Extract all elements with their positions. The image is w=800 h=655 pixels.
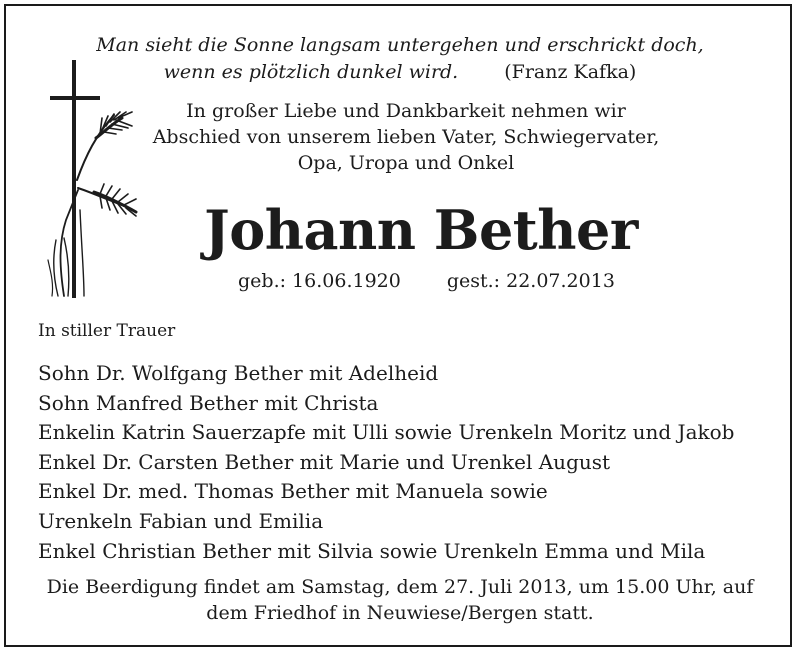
family-line: Urenkeln Fabian und Emilia	[38, 508, 324, 533]
family-line: Sohn Manfred Bether mit Christa	[38, 390, 379, 415]
intro-line-1: In großer Liebe und Dankbarkeit nehmen wir	[186, 100, 626, 122]
family-line: Enkel Christian Bether mit Silvia sowie Urenkeln Emma und Mila	[38, 538, 706, 563]
deceased-name: Johann Bether	[204, 198, 638, 262]
cross-with-wheat-icon	[44, 60, 144, 300]
intro-line-2: Abschied von unserem lieben Vater, Schwiegervater,	[152, 126, 660, 148]
quote-author: (Franz Kafka)	[504, 61, 637, 83]
intro-line-3: Opa, Uropa und Onkel	[297, 152, 515, 174]
life-dates	[238, 268, 615, 294]
death-date: gest.: 22.07.2013	[446, 270, 615, 292]
birth-date: geb.: 16.06.1920	[238, 270, 401, 292]
funeral-info	[6, 574, 794, 626]
family-line: Enkel Dr. med. Thomas Bether mit Manuela sowie	[38, 479, 548, 504]
family-list	[38, 359, 778, 566]
quote-line-2: wenn es plötzlich dunkel wird.	[163, 61, 459, 83]
funeral-line-1: Die Beerdigung findet am Samstag, dem 27. Juli 2013, um 15.00 Uhr, auf	[46, 576, 754, 598]
quote-line-1: Man sieht die Sonne langsam untergehen und erschrickt doch,	[96, 34, 704, 56]
obituary-notice	[4, 4, 792, 647]
funeral-line-2: dem Friedhof in Neuwiese/Bergen statt.	[206, 602, 594, 624]
mourning-label: In stiller Trauer	[38, 321, 176, 341]
family-line: Sohn Dr. Wolfgang Bether mit Adelheid	[38, 361, 439, 385]
family-line: Enkelin Katrin Sauerzapfe mit Ulli sowie Urenkeln Moritz und Jakob	[38, 420, 735, 445]
farewell-intro	[116, 98, 696, 176]
family-line: Enkel Dr. Carsten Bether mit Marie und Urenkel August	[38, 449, 611, 474]
